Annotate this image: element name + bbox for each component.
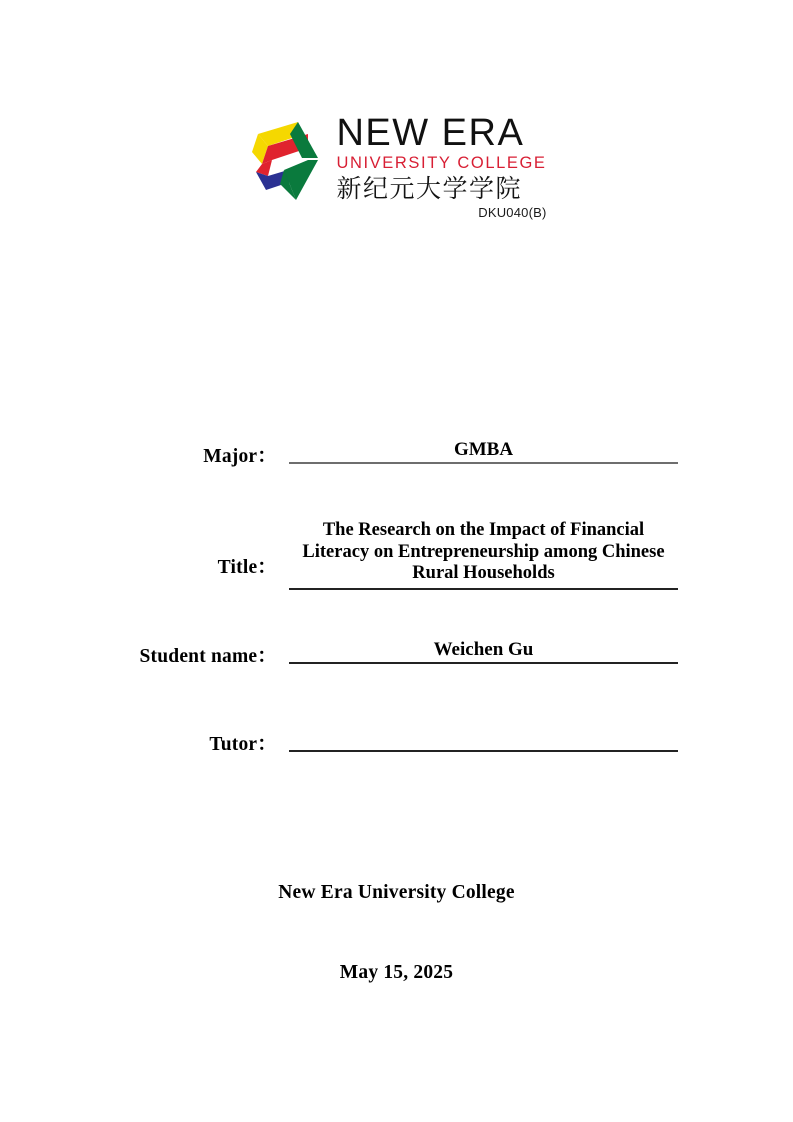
field-tutor[interactable] bbox=[289, 726, 678, 752]
field-rule-major bbox=[289, 462, 678, 464]
cover-fields bbox=[0, 432, 793, 778]
field-rule-student-name bbox=[289, 662, 678, 664]
field-major[interactable] bbox=[289, 438, 678, 464]
logo-wordmark-chinese: 新纪元大学学院 bbox=[336, 174, 522, 203]
logo-registration-code: DKU040(B) bbox=[478, 205, 547, 220]
field-title[interactable] bbox=[289, 520, 678, 590]
field-rule-tutor bbox=[289, 750, 678, 752]
field-rule-title bbox=[289, 588, 678, 590]
field-row-title bbox=[0, 508, 793, 608]
institution-logo bbox=[0, 112, 793, 220]
field-label-major: Major： bbox=[203, 446, 277, 467]
field-row-tutor bbox=[0, 698, 793, 778]
logo-wordmark-secondary: UNIVERSITY COLLEGE bbox=[336, 154, 547, 172]
logo-inner bbox=[246, 112, 546, 220]
footer-institution: New Era University College bbox=[278, 882, 515, 903]
field-value-major: GMBA bbox=[453, 439, 514, 460]
field-student-name[interactable] bbox=[289, 638, 678, 664]
logo-wordmark-primary: NEW ERA bbox=[336, 112, 525, 154]
field-label-student-name: Student name： bbox=[139, 646, 277, 667]
logo-wordmark bbox=[336, 112, 546, 220]
field-value-title: The Research on the Impact of Financial Literacy on Entrepreneurship among Chinese Rural Households bbox=[302, 520, 665, 583]
field-value-tutor bbox=[289, 726, 678, 750]
field-value-student-name: Weichen Gu bbox=[433, 639, 534, 660]
field-row-student-name bbox=[0, 608, 793, 698]
field-row-major bbox=[0, 432, 793, 508]
field-label-tutor: Tutor： bbox=[209, 734, 277, 755]
footer-date: May 15, 2025 bbox=[339, 962, 454, 983]
field-label-title: Title： bbox=[217, 557, 277, 578]
new-era-emblem-icon bbox=[246, 114, 326, 202]
